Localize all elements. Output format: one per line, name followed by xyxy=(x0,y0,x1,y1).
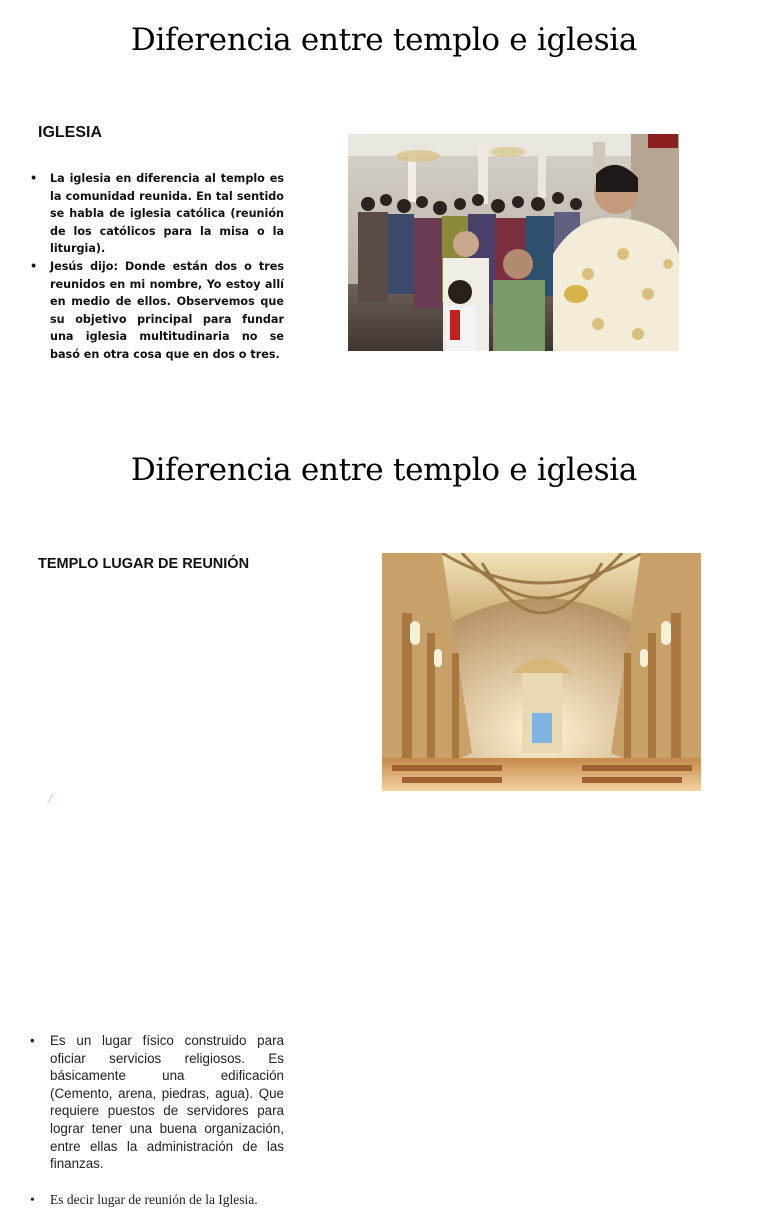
bullet-list xyxy=(30,170,284,364)
slide-title: Diferencia entre templo e iglesia xyxy=(130,452,638,488)
bullet-text: Es decir lugar de reunión de la Iglesia. xyxy=(50,1191,258,1207)
list-item xyxy=(30,170,284,258)
stray-mark: / xyxy=(48,792,52,807)
communion-photo xyxy=(348,134,679,351)
list-item xyxy=(30,258,284,364)
section-heading: TEMPLO LUGAR DE REUNIÓN xyxy=(38,556,250,572)
slide-iglesia xyxy=(0,0,768,430)
bullet-text: Es un lugar físico construido para oficiar servicios religiosos. Es básicamente una edificación (Cemento, arena, piedras, agua). Que requiere puestos de servidores para lograr tener una buena organización, entre ellas la administración de las finanzas. xyxy=(50,1033,284,1172)
bullet-icon: • xyxy=(30,172,38,185)
slide-title: Diferencia entre templo e iglesia xyxy=(130,22,638,58)
bullet-icon: • xyxy=(30,1033,35,1048)
bullet-icon: • xyxy=(30,1191,35,1207)
list-item xyxy=(30,1032,284,1173)
bullet-text: Jesús dijo: Donde están dos o tres reunidos en mi nombre, Yo estoy allí en medio de ellos. Observemos que su objetivo principal para fundar una iglesia multitudinaria no se basó en otra cosa que en dos o tres. xyxy=(50,259,284,361)
bullet-icon: • xyxy=(30,259,38,273)
bullet-text: La iglesia en diferencia al templo es la comunidad reunida. En tal sentido se habla de iglesia católica (reunión de los católicos para la misa o la liturgia). xyxy=(50,172,284,256)
cathedral-interior-photo xyxy=(382,553,701,791)
section-heading: IGLESIA xyxy=(38,124,103,141)
list-item xyxy=(30,1191,284,1208)
slide-templo xyxy=(0,430,768,1207)
bullet-list xyxy=(30,1032,284,1208)
